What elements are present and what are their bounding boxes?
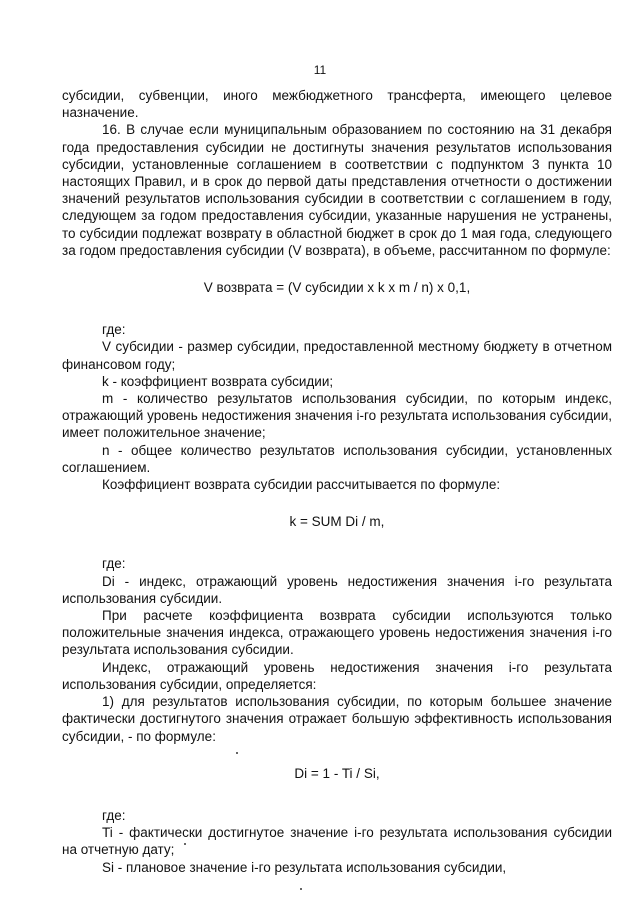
- where-label: где:: [102, 322, 126, 338]
- scan-speck: [300, 888, 302, 890]
- where-label: где:: [102, 807, 126, 823]
- paragraph-continuation: субсидии, субвенции, иного межбюджетного трансферта, имеющего целевое назначение.: [62, 88, 612, 121]
- scan-speck: [184, 843, 186, 845]
- definition-v-subsidy: V субсидии - размер субсидии, предоставленной местному бюджету в отчетном финансовом году;: [62, 339, 612, 372]
- formula-k: k = SUM Di / m,: [289, 514, 385, 530]
- paragraph-coefficient-intro: Коэффициент возврата субсидии рассчитывается по формуле:: [102, 477, 501, 493]
- paragraph-clause-16: 16. В случае если муниципальным образованием по состоянию на 31 декабря года предоставления субсидии не достигнуты значения результатов использования субсидии, установленные соглашением в соответствии с подпунктом 3 пункта 10 настоящих Правил, и в срок до первой даты представления отчетности о достижении значений результатов использования субсидии в соответствии с соглашением в году, следующем за годом предоставления субсидии, указанные нарушения не устранены, то субсидии подлежат возврату в областной бюджет в срок до 1 мая года, следующего за годом предоставления субсидии (V возврата), в объеме, рассчитанном по формуле:: [62, 122, 612, 258]
- definition-si: Si - плановое значение i-го результата использования субсидии,: [102, 859, 507, 875]
- where-label: где:: [102, 556, 126, 572]
- paragraph-positive-values: При расчете коэффициента возврата субсидии используются только положительные значения индекса, отражающего уровень недостижения значения i-го результата использования субсидии.: [62, 608, 612, 658]
- page-number: 11: [313, 63, 327, 77]
- definition-di: Di - индекс, отражающий уровень недостижения значения i-го результата использования субсидии.: [62, 573, 612, 606]
- definition-n: n - общее количество результатов использования субсидии, установленных соглашением.: [62, 442, 612, 475]
- definition-k: k - коэффициент возврата субсидии;: [102, 373, 334, 389]
- definition-ti: Ti - фактически достигнутое значение i-го результата использования субсидии на отчетную дату;: [62, 825, 612, 858]
- document-body: [62, 87, 612, 876]
- paragraph-index-intro: Индекс, отражающий уровень недостижения значения i-го результата использования субсидии, определяется:: [62, 659, 612, 692]
- formula-di: Di = 1 - Ti / Si,: [294, 765, 380, 781]
- scan-speck: [236, 752, 238, 754]
- definition-m: m - количество результатов использования субсидии, по которым индекс, отражающий уровень недостижения значения i-го результата использования субсидии, имеет положительное значение;: [62, 391, 612, 441]
- paragraph-item-1: 1) для результатов использования субсидии, по которым большее значение фактически достигнутого значения отражает большую эффективность использования субсидии, - по формуле:: [62, 694, 612, 744]
- formula-v-return: V возврата = (V субсидии x k x m / n) x 0,1,: [203, 280, 471, 296]
